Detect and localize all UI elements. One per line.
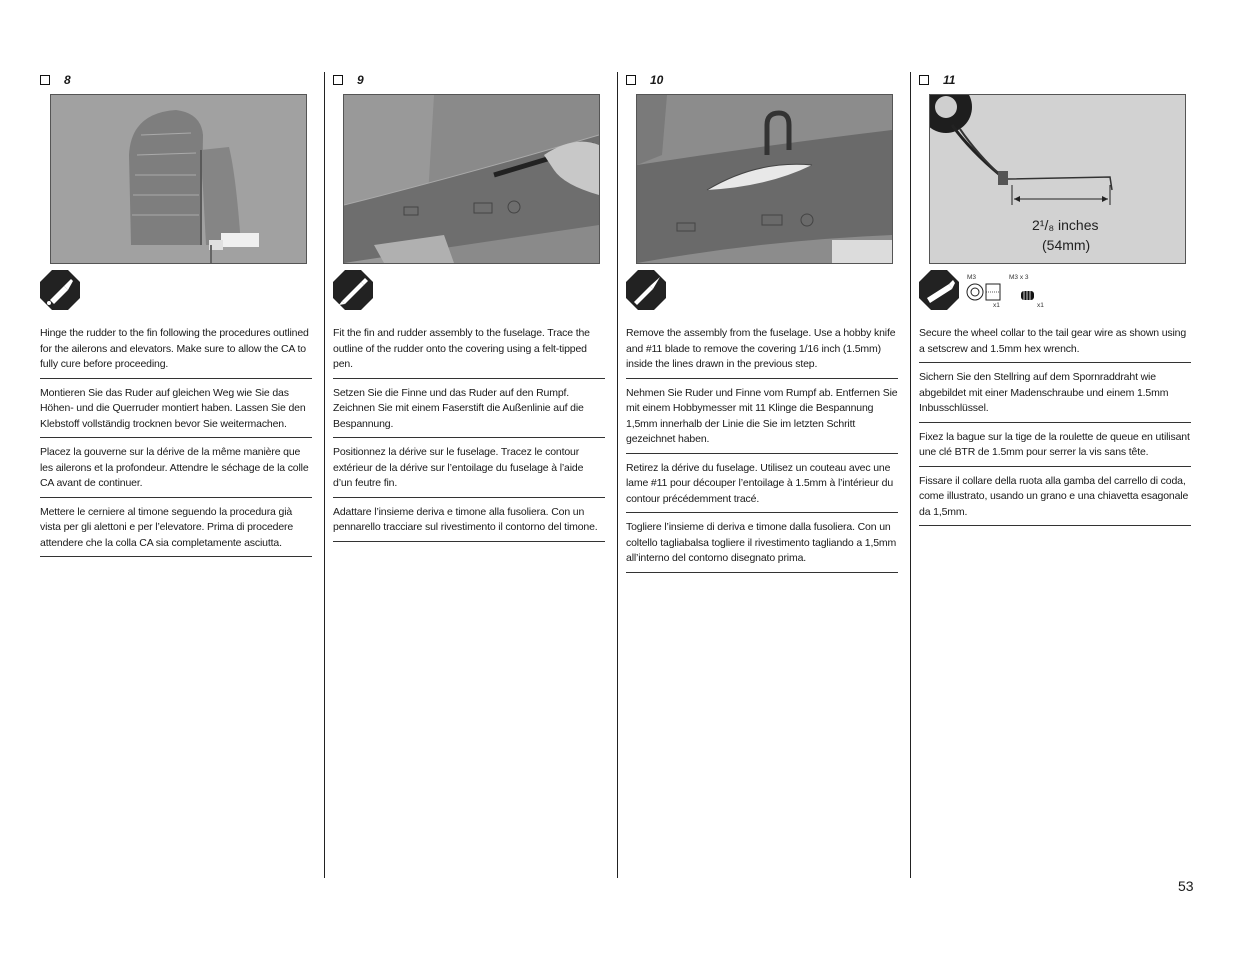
measurement-label: 2¹/₈ inches — [1032, 217, 1099, 233]
column-divider — [910, 72, 911, 878]
instruction-it: Fissare il collare della ruota alla gamba del carrello di coda, come illustrato, usando un grano e una chiavetta esagonale da 1,5mm. — [919, 472, 1191, 527]
setscrew-icon — [1021, 288, 1035, 306]
instruction-en: Secure the wheel collar to the tail gear wire as shown using a setscrew and 1.5mm hex wrench. — [919, 324, 1191, 363]
step-10-instructions — [626, 324, 898, 578]
measurement-label-mm: (54mm) — [1042, 237, 1091, 253]
step-11-photo — [929, 94, 1186, 264]
step-8-header — [40, 70, 312, 90]
step-9-column — [333, 70, 605, 533]
step-10-header — [626, 70, 898, 90]
step-checkbox[interactable] — [919, 75, 929, 85]
column-divider — [324, 72, 325, 878]
hex-wrench-icon — [919, 270, 959, 315]
step-11-column — [919, 70, 1191, 518]
instruction-en: Remove the assembly from the fuselage. Use a hobby knife and #11 blade to remove the covering 1/16 inch (1.5mm) inside the lines drawn in the previous step. — [626, 324, 898, 379]
step-8-photo — [50, 94, 307, 264]
step-number: 8 — [64, 73, 71, 87]
step-9-header — [333, 70, 605, 90]
instruction-de: Setzen Sie die Finne und das Ruder auf den Rumpf. Zeichnen Sie mit einem Faserstift die Außenlinie auf die Bespannung. — [333, 384, 605, 439]
felt-pen-icon — [333, 270, 373, 315]
collar-size-label: M3 — [967, 274, 977, 281]
instruction-it: Togliere l’insieme di deriva e timone dalla fusoliera. Con un coltello tagliabalsa togliere il rivestimento tagliando a 1,5mm all’interno del contorno disegnato prima. — [626, 518, 898, 573]
step-9-instructions — [333, 324, 605, 547]
page-number: 53 — [1178, 878, 1194, 894]
hobby-knife-icon — [626, 270, 666, 315]
step-11-instructions — [919, 324, 1191, 531]
step-number: 10 — [650, 73, 664, 87]
instruction-en: Hinge the rudder to the fin following the procedures outlined for the ailerons and elevators. Make sure to allow the CA to fully cure before proceeding. — [40, 324, 312, 379]
step-checkbox[interactable] — [333, 75, 343, 85]
step-10-column — [626, 70, 898, 564]
instruction-de: Montieren Sie das Ruder auf gleichen Weg wie Sie das Höhen- und die Querruder montiert haben. Lassen Sie den Klebstoff vollständig trocknen bevor Sie weitermachen. — [40, 384, 312, 439]
step-9-photo — [343, 94, 600, 264]
instruction-it: Adattare l’insieme deriva e timone alla fusoliera. Con un pennarello tracciare sul rivestimento il contorno del timone. — [333, 503, 605, 542]
setscrew-quantity: x1 — [1037, 302, 1044, 309]
instruction-de: Nehmen Sie Ruder und Finne vom Rumpf ab. Entfernen Sie mit einem Hobbymesser mit 11 Klinge die Bespannung 1,5mm innerhalb der Linie die Sie im letzten Schritt gezeichnet haben. — [626, 384, 898, 454]
instruction-it: Mettere le cerniere al timone seguendo la procedura già vista per gli alettoni e per l’elevatore. Prima di procedere attendere che la colla CA sia completamente asciutta. — [40, 503, 312, 558]
step-10-photo — [636, 94, 893, 264]
collar-quantity: x1 — [993, 302, 1000, 309]
step-number: 11 — [943, 73, 956, 87]
ca-glue-bottle-icon — [40, 270, 80, 315]
instruction-fr: Positionnez la dérive sur le fuselage. Tracez le contour extérieur de la dérive sur l’entoilage du fuselage à l’aide d’un feutre fin. — [333, 443, 605, 498]
column-divider — [617, 72, 618, 878]
instruction-de: Sichern Sie den Stellring auf dem Spornraddraht wie abgebildet mit einer Madenschraube und einem 1.5mm Inbusschlüssel. — [919, 368, 1191, 423]
instruction-fr: Placez la gouverne sur la dérive de la même manière que les ailerons et la profondeur. Attendre le séchage de la colle CA avant de continuer. — [40, 443, 312, 498]
instruction-fr: Retirez la dérive du fuselage. Utilisez un couteau avec une lame #11 pour découper l’entoilage à 1.5mm à l’intérieur du contour précédemment tracé. — [626, 459, 898, 514]
instruction-en: Fit the fin and rudder assembly to the fuselage. Trace the outline of the rudder onto the covering using a felt-tipped pen. — [333, 324, 605, 379]
step-8-instructions — [40, 324, 312, 562]
step-checkbox[interactable] — [626, 75, 636, 85]
setscrew-size-label: M3 x 3 — [1009, 274, 1029, 281]
instruction-fr: Fixez la bague sur la tige de la roulette de queue en utilisant une clé BTR de 1.5mm pour serrer la vis sans tête. — [919, 428, 1191, 467]
step-11-header — [919, 70, 1191, 90]
step-checkbox[interactable] — [40, 75, 50, 85]
step-8-column — [40, 70, 312, 549]
step-number: 9 — [357, 73, 364, 87]
